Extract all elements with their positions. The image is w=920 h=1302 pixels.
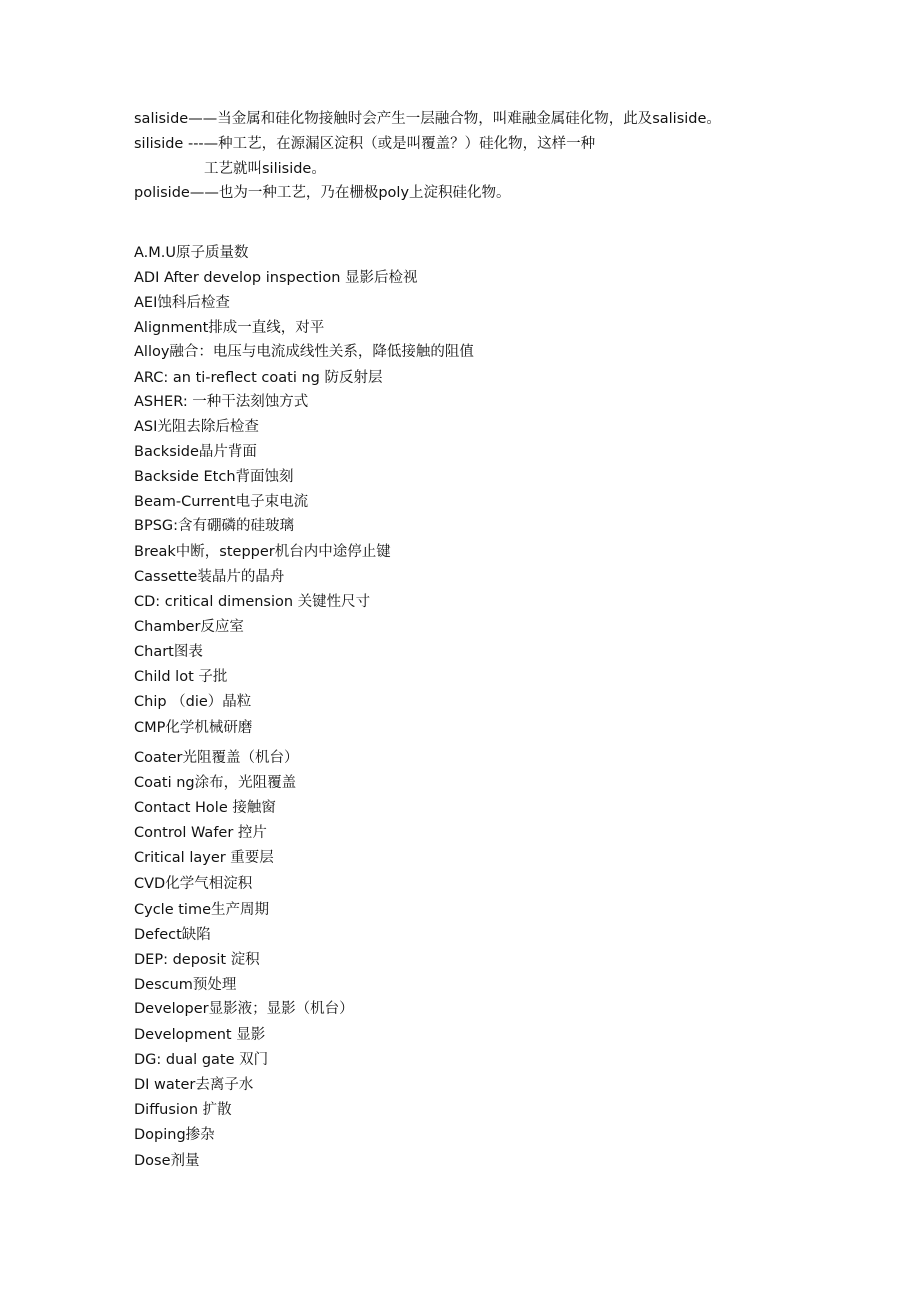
- glossary-entry: DG: dual gate 双门: [134, 1052, 269, 1068]
- glossary-entry: Descum预处理: [134, 977, 237, 993]
- glossary-entry: Backside晶片背面: [134, 444, 257, 460]
- glossary-entry: Contact Hole 接触窗: [134, 800, 276, 816]
- glossary-entry: Diffusion 扩散: [134, 1102, 232, 1118]
- glossary-entry: Development 显影: [134, 1027, 266, 1043]
- glossary-entry: AEI蚀科后检查: [134, 295, 230, 311]
- glossary-entry: DEP: deposit 淀积: [134, 952, 260, 968]
- glossary-entry: BPSG:含有硼磷的硅玻璃: [134, 518, 295, 534]
- glossary-entry: Coater光阻覆盖（机台）: [134, 750, 299, 766]
- glossary-entry: Chamber反应室: [134, 619, 244, 635]
- glossary-entry: Cycle time生产周期: [134, 902, 269, 918]
- glossary-entry: Break中断，stepper机台内中途停止键: [134, 544, 391, 560]
- glossary-entry: CD: critical dimension 关键性尺寸: [134, 594, 371, 610]
- glossary-entry: Chart图表: [134, 644, 203, 660]
- glossary-entry: Dose剂量: [134, 1153, 200, 1169]
- glossary-entry: CVD化学气相淀积: [134, 876, 253, 892]
- intro-siliside: siliside ---—种工艺，在源漏区淀积（或是叫覆盖？）硅化物，这样一种: [134, 136, 596, 152]
- glossary-entry: Child lot 子批: [134, 669, 228, 685]
- glossary-entry: ASI光阻去除后检查: [134, 419, 259, 435]
- glossary-entry: CMP化学机械研磨: [134, 720, 253, 736]
- glossary-entry: Doping掺杂: [134, 1127, 215, 1143]
- glossary-entry: Developer显影液；显影（机台）: [134, 1001, 354, 1017]
- glossary-entry: Control Wafer 控片: [134, 825, 267, 841]
- glossary-entry: Alignment排成一直线，对平: [134, 320, 325, 336]
- glossary-entry: Backside Etch背面蚀刻: [134, 469, 294, 485]
- glossary-entry: Alloy融合：电压与电流成线性关系，降低接触的阻值: [134, 344, 474, 360]
- glossary-entry: Coati ng涂布，光阻覆盖: [134, 775, 297, 791]
- glossary-entry: DI water去离子水: [134, 1077, 254, 1093]
- glossary-entry: Critical layer 重要层: [134, 850, 274, 866]
- intro-saliside: saliside——当金属和硅化物接触时会产生一层融合物，叫难融金属硅化物，此及saliside。: [134, 111, 721, 127]
- glossary-entry: Cassette装晶片的晶舟: [134, 569, 285, 585]
- glossary-entry: ARC: an ti-reflect coati ng 防反射层: [134, 370, 383, 386]
- intro-poliside: poliside——也为一种工艺，乃在栅极poly上淀积硅化物。: [134, 185, 511, 201]
- glossary-entry: Defect缺陷: [134, 927, 211, 943]
- glossary-entry: ADI After develop inspection 显影后检视: [134, 270, 418, 286]
- glossary-entry: A.M.U原子质量数: [134, 245, 249, 261]
- glossary-entry: Chip （die）晶粒: [134, 694, 252, 710]
- glossary-entry: ASHER: 一种干法刻蚀方式: [134, 394, 309, 410]
- intro-siliside-cont: 工艺就叫siliside。: [204, 161, 326, 177]
- glossary-entry: Beam-Current电子束电流: [134, 494, 309, 510]
